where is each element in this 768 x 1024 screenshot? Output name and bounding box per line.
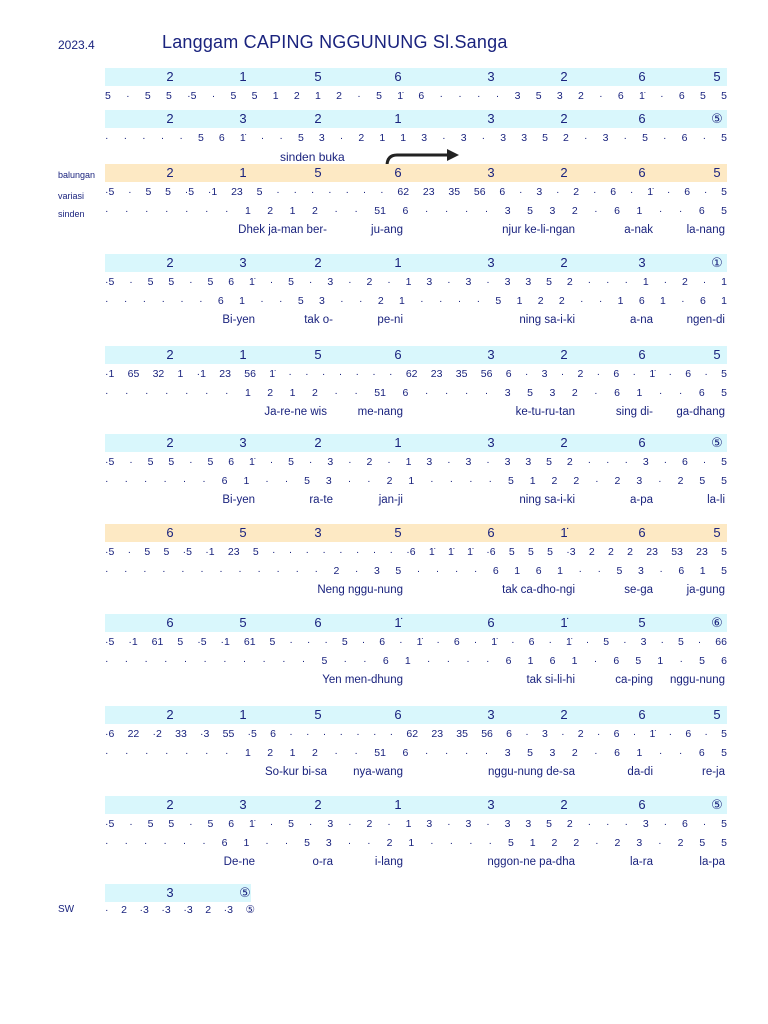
balungan-note: 2 (166, 347, 174, 362)
balungan-note: 3 (314, 525, 322, 540)
lyric-fragment: a-pa (629, 494, 653, 506)
intro-line-2: · · · · · 5 6 1̇ · · 5 3 · 2 1 1 3 · 3 · 3 3 5 2 · 3 · 5 · 6 · 5 (105, 132, 727, 144)
balungan-note: 2 (166, 165, 174, 180)
suwuk-line: · 2 ·3 ·3 ·3 2 ·3 ⑤ (105, 904, 255, 916)
gatra-block (105, 434, 727, 514)
variasi-label: variasi (58, 191, 85, 201)
balungan-note: 5 (314, 69, 322, 84)
lyric-fragment: ja-gung (686, 584, 725, 596)
lyric-fragment: pe-ni (377, 314, 403, 326)
balungan-note: 2 (560, 111, 568, 126)
balungan-note: 2 (314, 797, 322, 812)
sinden-line: · · · · · · 6 1 · · 5 3 · · 2 1 · · · · 5 1 2 2 · 2 3 · 2 5 5 (105, 837, 727, 849)
balungan-note: 6 (638, 111, 646, 126)
balungan-note: 1 (394, 435, 402, 450)
balungan-note: 2 (166, 435, 174, 450)
gatra-block (105, 254, 727, 334)
balungan-note: 5 (394, 525, 402, 540)
lyric-fragment: tak ca-dho-ngi (502, 584, 575, 596)
lyric-fragment: ga-dhang (676, 406, 725, 418)
lyric-fragment: me-nang (357, 406, 403, 418)
balungan-note: ⑤ (711, 797, 723, 812)
lyric-fragment: da-di (627, 766, 653, 778)
balungan-note: 6 (394, 707, 402, 722)
variasi-line: ·5 ·1 61 5 ·5 ·1 61 5 · · · 5 · 6 · 1̇ · 6 · 1̇ · 6 · 1̇ · 5 · 3 · 5 · 66 (105, 636, 727, 648)
lyric-fragment: Neng nggu-nung (317, 584, 403, 596)
page-title: Langgam CAPING NGGUNUNG Sl.Sanga (162, 32, 508, 52)
balungan-note: 3 (487, 707, 495, 722)
balungan-note: 2 (560, 707, 568, 722)
balungan-note: 5 (314, 347, 322, 362)
balungan-note: 1̇ (394, 615, 402, 630)
sinden-line: · · · · · · · 1 2 1 2 · · 51 6 · · · · 3 5 3 2 · 6 1 · · 6 5 (105, 747, 727, 759)
lyric-fragment: ca-ping (615, 674, 653, 686)
balungan-note: ⑤ (711, 435, 723, 450)
lyric-fragment: ning sa-i-ki (519, 494, 575, 506)
balungan-note: 1 (394, 111, 402, 126)
lyric-fragment: nggu-nung de-sa (488, 766, 575, 778)
balungan-note: 3 (239, 797, 247, 812)
balungan-note: 6 (638, 347, 646, 362)
lyric-fragment: jan-ji (378, 494, 403, 506)
suwuk-block (105, 884, 727, 924)
lyric-fragment: nya-wang (353, 766, 403, 778)
gatra-block (105, 614, 727, 694)
lyric-fragment: la-ra (629, 856, 653, 868)
balungan-note: 3 (487, 435, 495, 450)
balungan-note: 1 (239, 707, 247, 722)
balungan-note: 2 (560, 347, 568, 362)
balungan-note: 3 (487, 111, 495, 126)
balungan-note: 2 (560, 797, 568, 812)
lyric-fragment: nggu-nung (670, 674, 725, 686)
balungan-note: 3 (239, 255, 247, 270)
balungan-note: 3 (638, 255, 646, 270)
variasi-line: ·5 · 5 5 ·5 ·1 23 5 · · · · · · · 62 23 35 56 6 · 3 · 2 · 6 · 1̇ · 6 · 5 (105, 186, 727, 198)
suwuk-label: SW (58, 904, 75, 915)
balungan-note: 6 (638, 525, 646, 540)
balungan-note: 6 (638, 435, 646, 450)
balungan-note: 6 (394, 69, 402, 84)
balungan-note: 6 (314, 615, 322, 630)
lyric-fragment: tak si-li-hi (526, 674, 575, 686)
lyric-fragment: ju-ang (371, 224, 403, 236)
balungan-note: 1 (394, 255, 402, 270)
lyric-fragment: Bi-yen (222, 314, 255, 326)
balungan-note: 6 (638, 797, 646, 812)
balungan-note: 2 (166, 255, 174, 270)
balungan-note: 6 (166, 525, 174, 540)
variasi-line: ·5 · 5 5 ·5 ·1 23 5 · · · · · · · · ·6 1̇ 1̇ 1̇ ·6 5 5 5 ·3 2 2 2 23 53 23 5 (105, 546, 727, 558)
balungan-note: 1 (239, 165, 247, 180)
lyric-fragment: o-ra (312, 856, 333, 868)
balungan-note: 2 (314, 435, 322, 450)
balungan-note: 2 (560, 165, 568, 180)
lyric-fragment: ke-tu-ru-tan (515, 406, 575, 418)
balungan-note: 6 (638, 707, 646, 722)
lyric-fragment: a-na (629, 314, 653, 326)
variasi-line: ·5 · 5 5 · 5 6 1̇ · 5 · 3 · 2 · 1 3 · 3 · 3 3 5 2 · · · 3 · 6 · 5 (105, 456, 727, 468)
variasi-line: ·5 · 5 5 · 5 6 1̇ · 5 · 3 · 2 · 1 3 · 3 · 3 3 5 2 · · · 1 · 2 · 1 (105, 276, 727, 288)
sinden-line: · · · · · · · 1 2 1 2 · · 51 6 · · · · 3 5 3 2 · 6 1 · · 6 5 (105, 205, 727, 217)
variasi-line: ·6 22 ·2 33 ·3 55 ·5 6 · · · · · · · 62 23 35 56 6 · 3 · 2 · 6 · 1̇ · 6 · 5 (105, 728, 727, 740)
balungan-note: 1̇ (560, 615, 568, 630)
variasi-line: ·5 · 5 5 · 5 6 1̇ · 5 · 3 · 2 · 1 3 · 3 · 3 3 5 2 · · · 3 · 6 · 5 (105, 818, 727, 830)
balungan-note: 3 (487, 255, 495, 270)
sinden-line: · · · · · · · 1 2 1 2 · · 51 6 · · · · 3 5 3 2 · 6 1 · · 6 5 (105, 387, 727, 399)
balungan-note: 6 (487, 615, 495, 630)
balungan-note: 1 (394, 797, 402, 812)
balungan-note: 1 (239, 347, 247, 362)
lyric-fragment: De-ne (223, 856, 255, 868)
gatra-block (105, 796, 727, 876)
lyric-fragment: So-kur bi-sa (265, 766, 327, 778)
balungan-note: 5 (314, 707, 322, 722)
balungan-note: 5 (713, 347, 721, 362)
balungan-note: 5 (239, 525, 247, 540)
balungan-note: 3 (239, 111, 247, 126)
balungan-note: ⑥ (711, 615, 723, 630)
lyric-fragment: i-lang (374, 856, 403, 868)
lyric-fragment: nggon-ne pa-dha (487, 856, 575, 868)
balungan-note: 3 (166, 885, 174, 900)
balungan-note: 5 (239, 615, 247, 630)
lyric-fragment: ra-te (309, 494, 333, 506)
lyric-fragment: tak o- (304, 314, 333, 326)
balungan-note: 2 (560, 69, 568, 84)
balungan-note: 1 (239, 69, 247, 84)
balungan-note: 6 (487, 525, 495, 540)
lyric-fragment: se-ga (624, 584, 653, 596)
sinden-line: · · · · · · · · · · · · 2 · 3 5 · · · · 6 1 6 1 · · 5 3 · 6 1 5 (105, 565, 727, 577)
balungan-note: 2 (166, 797, 174, 812)
gatra-block (105, 346, 727, 426)
lyric-fragment: Dhek ja-man ber- (238, 224, 327, 236)
balungan-note: 5 (713, 525, 721, 540)
balungan-label: balungan (58, 170, 96, 180)
balungan-note: 2 (166, 69, 174, 84)
balungan-note: 5 (638, 615, 646, 630)
balungan-note: 3 (239, 435, 247, 450)
balungan-note: ⑤ (239, 885, 251, 900)
balungan-note: 2 (560, 435, 568, 450)
date: 2023.4 (58, 38, 95, 52)
balungan-note: ① (711, 255, 723, 270)
balungan-note: 6 (166, 615, 174, 630)
balungan-note: 3 (487, 69, 495, 84)
balungan-note: 3 (487, 797, 495, 812)
balungan-note: 6 (394, 347, 402, 362)
balungan-note: 5 (713, 707, 721, 722)
sinden-label: sinden (58, 209, 85, 219)
balungan-note: 2 (560, 255, 568, 270)
lyric-fragment: la-li (707, 494, 725, 506)
intro-line-1: 5 · 5 5 ·5 · 5 5 1 2 1 2 · 5 1̇ 6 · · · · 3 5 3 2 · 6 1̇ · 6 5 5 (105, 90, 727, 102)
balungan-note: 2 (314, 111, 322, 126)
balungan-note: 5 (713, 165, 721, 180)
lyric-fragment: ngen-di (686, 314, 725, 326)
balungan-note: 2 (166, 111, 174, 126)
balungan-note: 6 (638, 165, 646, 180)
lyric-fragment: re-ja (701, 766, 725, 778)
balungan-note: 2 (314, 255, 322, 270)
lyric-fragment: la-pa (699, 856, 725, 868)
balungan-note: 1̇ (560, 525, 568, 540)
intro-block (105, 68, 727, 168)
sinden-buka-note: sinden buka (280, 150, 345, 164)
lyric-fragment: njur ke-li-ngan (502, 224, 575, 236)
gatra-block (105, 706, 727, 786)
lyric-fragment: Ja-re-ne wis (264, 406, 327, 418)
gatra-block (105, 164, 727, 244)
lyric-fragment: la-nang (686, 224, 725, 236)
balungan-note: 5 (314, 165, 322, 180)
balungan-note: ⑤ (711, 111, 723, 126)
variasi-line: ·1 65 32 1 ·1 23 56 1̇ · · · · · · · 62 23 35 56 6 · 3 · 2 · 6 · 1̇ · 6 · 5 (105, 368, 727, 380)
sinden-line: · · · · · · 6 1 · · 5 3 · · 2 1 · · · · 5 1 2 2 · · 1 6 1 · 6 1 (105, 295, 727, 307)
lyric-fragment: Bi-yen (222, 494, 255, 506)
balungan-note: 6 (638, 69, 646, 84)
balungan-note: 3 (487, 165, 495, 180)
sinden-line: · · · · · · · · · · · 5 · · 6 1 · · · · 6 1 6 1 · 6 5 1 · 5 6 (105, 655, 727, 667)
gatra-block (105, 524, 727, 604)
balungan-note: 6 (394, 165, 402, 180)
balungan-note: 2 (166, 707, 174, 722)
balungan-note: 3 (487, 347, 495, 362)
lyric-fragment: sing di- (615, 406, 653, 418)
lyric-fragment: ning sa-i-ki (519, 314, 575, 326)
sinden-line: · · · · · · 6 1 · · 5 3 · · 2 1 · · · · 5 1 2 2 · 2 3 · 2 5 5 (105, 475, 727, 487)
lyric-fragment: Yen men-dhung (322, 674, 403, 686)
lyric-fragment: a-nak (624, 224, 653, 236)
balungan-note: 5 (713, 69, 721, 84)
